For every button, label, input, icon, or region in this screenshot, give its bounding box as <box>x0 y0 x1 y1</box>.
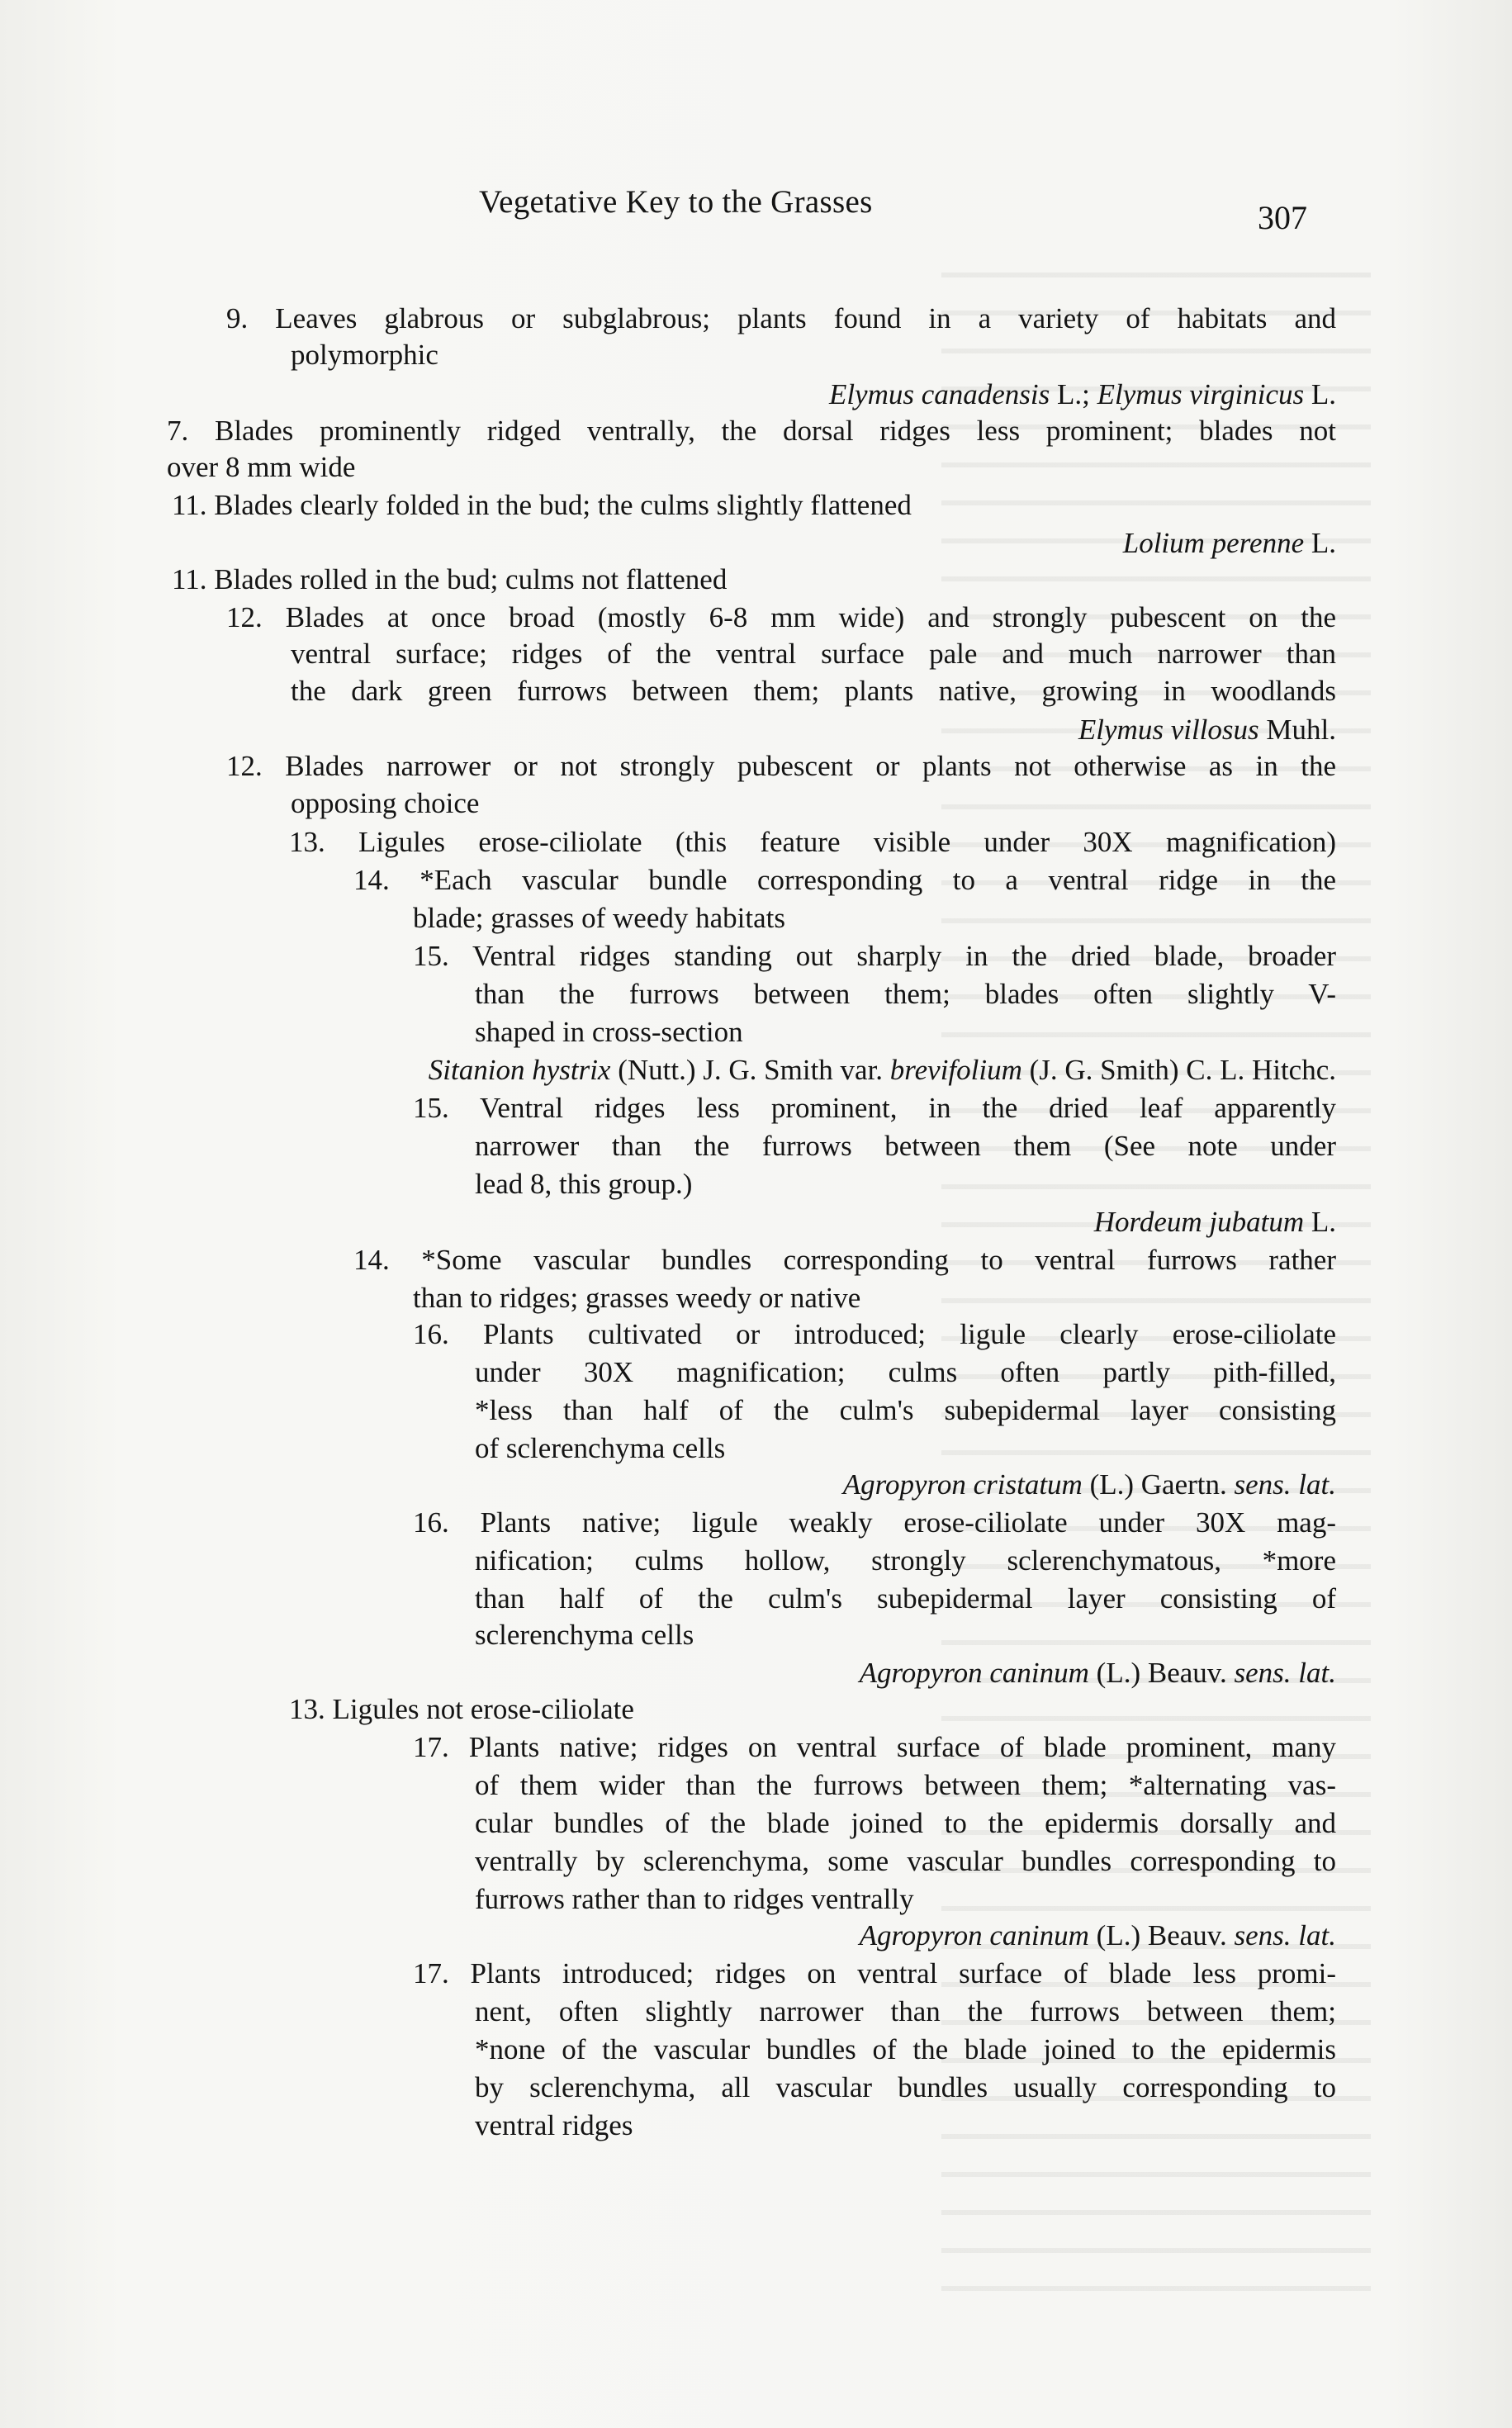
key-line: 15. Ventral ridges standing out sharply in the dried blade, broader <box>413 940 1336 972</box>
taxon-qualifier: sens. lat. <box>1234 1657 1336 1689</box>
taxon-name: Sitanion hystrix <box>428 1054 611 1086</box>
key-line: the dark green furrows between them; plants native, growing in woodlands <box>291 675 1336 707</box>
taxon-qualifier: sens. lat. <box>1234 1468 1336 1501</box>
key-line: 17. Plants native; ridges on ventral surface of blade prominent, many <box>413 1731 1336 1763</box>
taxon-author: (L.) Beauv. <box>1088 1657 1235 1689</box>
key-line: than half of the culm's subepidermal layer consisting of <box>475 1582 1336 1615</box>
key-line: over 8 mm wide <box>167 451 356 483</box>
key-line: 13. Ligules erose-ciliolate (this feature visible under 30X magnification) <box>289 826 1336 858</box>
key-taxon-line <box>475 1918 1336 1954</box>
key-line: ventral surface; ridges of the ventral surface pale and much narrower than <box>291 638 1336 670</box>
key-line: 16. Plants native; ligule weakly erose-ciliolate under 30X mag- <box>413 1506 1336 1539</box>
key-line: 7. Blades prominently ridged ventrally, the dorsal ridges less prominent; blades not <box>167 415 1336 447</box>
key-taxon-line <box>291 525 1336 562</box>
key-line: ventral ridges <box>475 2109 633 2141</box>
key-line: nification; culms hollow, strongly sclerenchymatous, *more <box>475 1544 1336 1577</box>
key-line: narrower than the furrows between them (See note under <box>475 1130 1336 1162</box>
key-line: 15. Ventral ridges less prominent, in the dried leaf apparently <box>413 1092 1336 1124</box>
key-line: than the furrows between them; blades often slightly V- <box>475 978 1336 1010</box>
key-taxon-line <box>291 712 1336 748</box>
key-line: lead 8, this group.) <box>475 1168 693 1200</box>
key-taxon-line <box>475 1204 1336 1240</box>
key-line: *less than half of the culm's subepidermal layer consisting <box>475 1394 1336 1426</box>
key-line: opposing choice <box>291 787 480 819</box>
key-line: ventrally by sclerenchyma, some vascular bundles corresponding to <box>475 1845 1336 1877</box>
key-line: 11. Blades rolled in the bud; culms not flattened <box>172 563 728 595</box>
key-line: 12. Blades at once broad (mostly 6-8 mm wide) and strongly pubescent on the <box>226 601 1336 633</box>
taxon-author: (Nutt.) J. G. Smith var. <box>610 1054 890 1086</box>
taxon-name: Agropyron caninum <box>859 1919 1089 1951</box>
taxon-author: (J. G. Smith) C. L. Hitchc. <box>1021 1054 1336 1086</box>
taxon-author: (L.) Gaertn. <box>1082 1468 1235 1501</box>
key-line: 17. Plants introduced; ridges on ventral surface of blade less promi- <box>413 1957 1336 1989</box>
taxon-variety: brevifolium <box>889 1054 1022 1086</box>
taxon-qualifier: sens. lat. <box>1234 1919 1336 1951</box>
taxon-author: L. <box>1304 527 1336 559</box>
show-through-texture <box>941 273 1371 2296</box>
key-taxon-line <box>475 1655 1336 1691</box>
taxon-author: L. <box>1304 378 1336 410</box>
key-line: 14. *Each vascular bundle corresponding to a ventral ridge in the <box>353 864 1336 896</box>
key-line: 11. Blades clearly folded in the bud; the culms slightly flattened <box>172 489 912 521</box>
key-line: 13. Ligules not erose-ciliolate <box>289 1693 634 1725</box>
key-taxon-line <box>239 1052 1336 1088</box>
taxon-name: Lolium perenne <box>1122 527 1305 559</box>
key-line: 9. Leaves glabrous or subglabrous; plants found in a variety of habitats and <box>226 302 1336 334</box>
key-line: under 30X magnification; culms often partly pith-filled, <box>475 1356 1336 1388</box>
key-line: 12. Blades narrower or not strongly pubescent or plants not otherwise as in the <box>226 750 1336 782</box>
key-line: cular bundles of the blade joined to the epidermis dorsally and <box>475 1807 1336 1839</box>
key-taxon-line <box>291 377 1336 413</box>
taxon-author: L. <box>1304 1206 1336 1238</box>
key-line: of them wider than the furrows between them; *alternating vas- <box>475 1769 1336 1801</box>
key-line: 14. *Some vascular bundles corresponding to ventral furrows rather <box>353 1244 1336 1276</box>
taxon-name: Elymus virginicus <box>1097 378 1305 410</box>
taxon-name: Agropyron cristatum <box>842 1468 1083 1501</box>
key-line: shaped in cross-section <box>475 1016 743 1048</box>
key-line: furrows rather than to ridges ventrally <box>475 1883 914 1915</box>
taxon-name: Elymus canadensis <box>828 378 1050 410</box>
key-line: of sclerenchyma cells <box>475 1432 726 1464</box>
taxon-author: Muhl. <box>1258 714 1336 746</box>
running-title: Vegetative Key to the Grasses <box>479 184 873 220</box>
key-line: 16. Plants cultivated or introduced; ligule clearly erose-ciliolate <box>413 1318 1336 1350</box>
taxon-name: Agropyron caninum <box>859 1657 1089 1689</box>
key-line: *none of the vascular bundles of the blade joined to the epidermis <box>475 2033 1336 2065</box>
key-line: polymorphic <box>291 339 438 371</box>
key-taxon-line <box>475 1467 1336 1503</box>
taxon-name: Elymus villosus <box>1078 714 1259 746</box>
page-number: 307 <box>1258 199 1307 236</box>
key-line: nent, often slightly narrower than the furrows between them; <box>475 1995 1336 2027</box>
key-line: blade; grasses of weedy habitats <box>413 902 785 934</box>
page-header <box>0 183 1512 236</box>
key-line: sclerenchyma cells <box>475 1619 694 1651</box>
taxon-name: Hordeum jubatum <box>1093 1206 1305 1238</box>
taxon-author: (L.) Beauv. <box>1088 1919 1235 1951</box>
key-line: by sclerenchyma, all vascular bundles usually corresponding to <box>475 2071 1336 2103</box>
key-line: than to ridges; grasses weedy or native <box>413 1282 861 1314</box>
taxon-author: L.; <box>1050 378 1097 410</box>
